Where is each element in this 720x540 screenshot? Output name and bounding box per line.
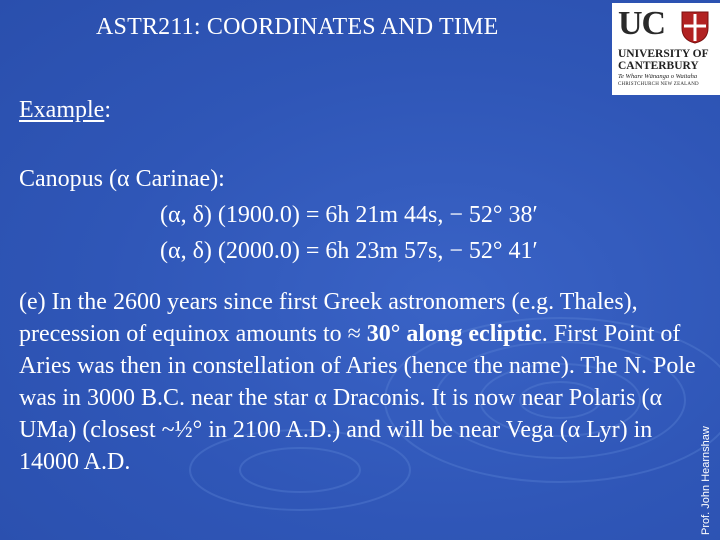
logo-line-location: CHRISTCHURCH NEW ZEALAND [618,82,699,87]
canopus-coordinates [19,161,538,269]
logo-line-canterbury: CANTERBURY [618,60,699,72]
paragraph-part-2: . First Point of Aries was then in constellation of Aries (hence the name). The N. Pole was in 3000 B.C. near the star α Draconis. It is now near Polaris (α UMa) (closest ~½° in 2100 A.D.) and will be near Vega (α Lyr) in 14000 A.D. [19,321,696,475]
slide-title: ASTR211: COORDINATES AND TIME [96,14,499,40]
precession-paragraph [19,286,709,478]
example-heading [19,97,111,124]
university-logo [612,3,720,95]
crest-icon [680,10,710,44]
example-colon: : [104,97,111,123]
logo-mark: UC [618,5,666,42]
canopus-title: Canopus (α Carinae): [19,166,225,192]
logo-line-university-of: UNIVERSITY OF [618,48,709,60]
canopus-coords-2000: (α, δ) (2000.0) = 6h 23m 57s, − 52° 41′ [160,238,538,264]
example-label-text: Example [19,97,105,123]
canopus-coords-1900: (α, δ) (1900.0) = 6h 21m 44s, − 52° 38′ [160,202,538,228]
author-credit: Prof. John Hearnshaw [700,426,712,535]
paragraph-bold-phrase: 30° along ecliptic [366,321,542,347]
logo-line-maori-name: Te Whare Wānanga o Waitaha [618,73,698,80]
paragraph-part-1: (e) In the 2600 years since first Greek astronomers (e.g. Thales), precession of equinox amounts to ≈ [19,289,638,347]
